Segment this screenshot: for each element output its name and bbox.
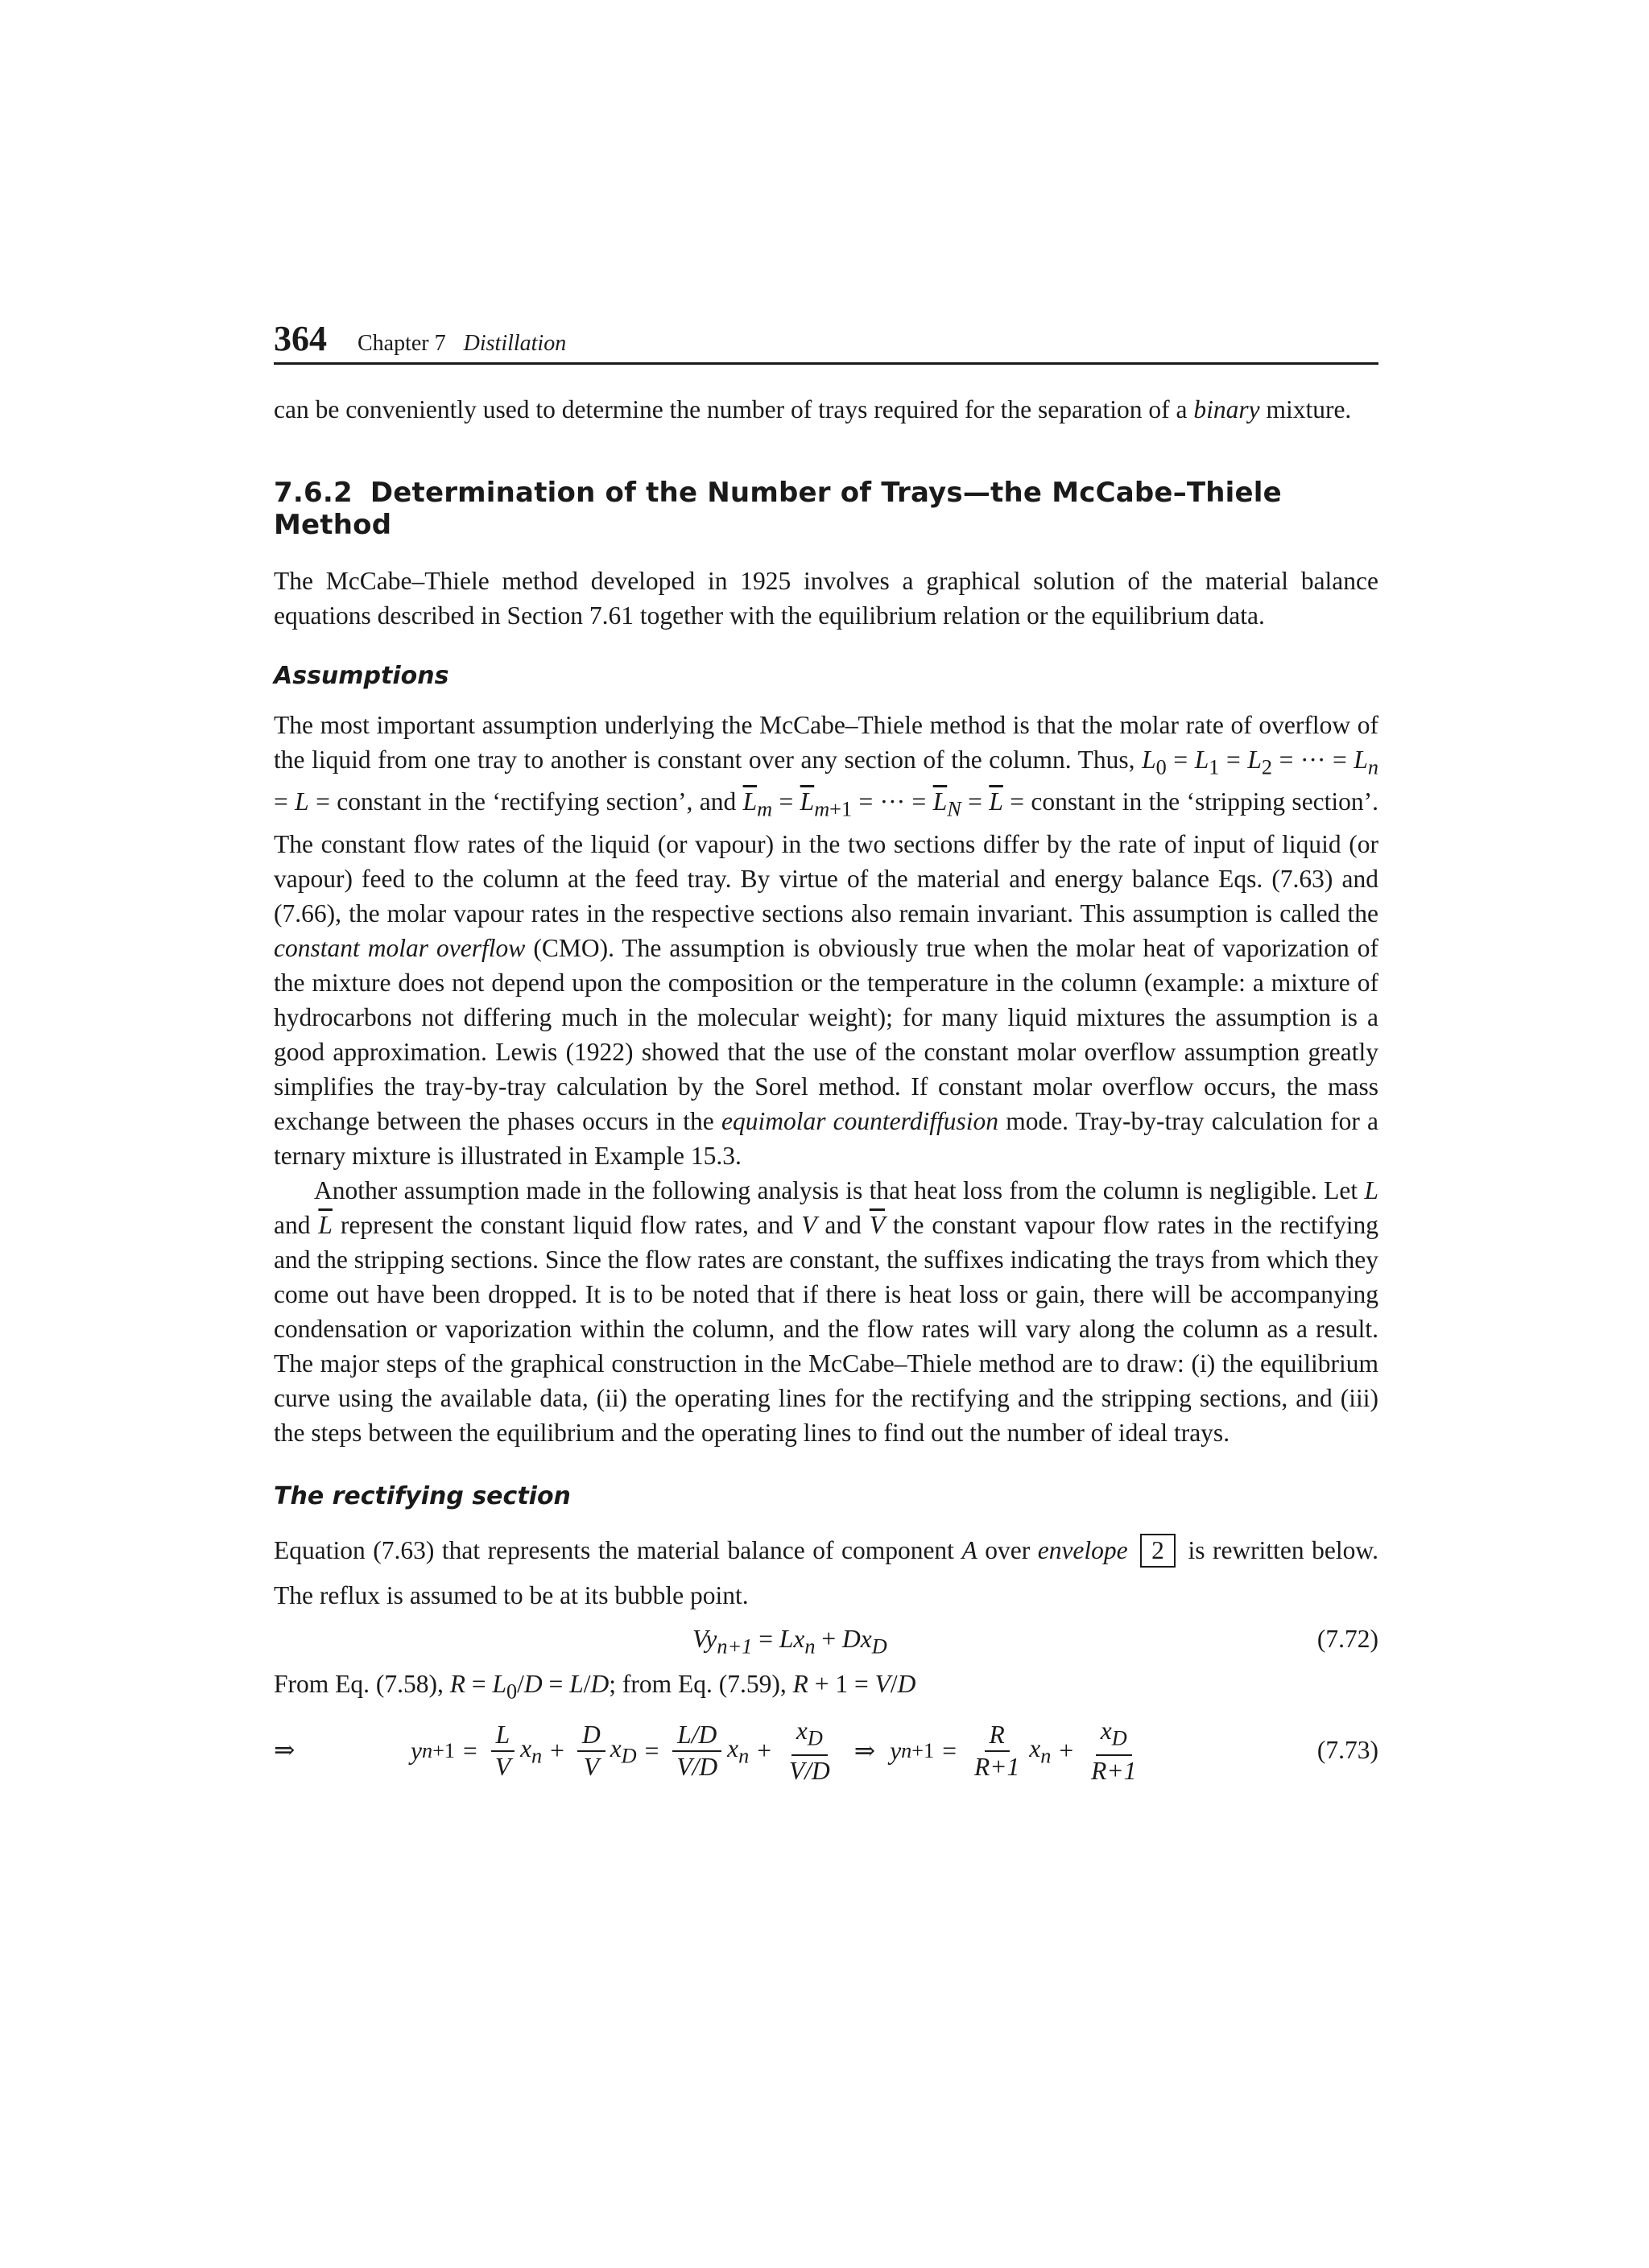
rectifying-text-after: is rewritten below. The reflux is assumed to be at its bubble point. <box>274 1535 1378 1609</box>
page <box>274 318 1378 1795</box>
page-number: 364 <box>274 319 327 358</box>
implies-symbol: ⇒ <box>274 1735 295 1764</box>
section-heading <box>274 477 1378 541</box>
chapter-label: Chapter 7 <box>357 331 446 356</box>
running-head <box>274 318 1378 365</box>
assumptions-paragraph-2: Another assumption made in the following analysis is that heat loss from the column is negligible. Let L and $\overline{L}$ represent the constant liquid flow rates, and V and $\overline{V}$ the constant vapour flow rates in the rectifying and the stripping sections. Since the flow rates are constant, the suffixes indicating the trays from which they come out have been dropped. It is to be noted that if there is heat loss or gain, there will be accompanying condensation or vaporization within the column, and the flow rates will vary along the column as a result. The major steps of the graphical construction in the McCabe–Thiele method are to draw: (i) the equilibrium curve using the available data, (ii) the operating lines for the rectifying and the stripping sections, and (iii) the steps between the equilibrium and the operating lines to find out the number of ideal trays. <box>274 1175 1378 1447</box>
section-number: 7.6.2 <box>274 477 353 509</box>
equation-7-73-body: y n+1 = $\frac{L}{V}$ $x_n$ + $\frac{D}{V}$ $x_D$ = $\frac{L/D}{V/D}$ $x_n$ + $\frac{x_D}{V/D}$ ⇒ y n+1 = $\frac{R}{R+1}$ $x_n$ + $\frac{x_D}{R+1}$ <box>411 1716 1137 1785</box>
section-paragraph: The McCabe–Thiele method developed in 1925 involves a graphical solution of the material balance equations described in Section 7.61 together with the equilibrium relation or the equilibrium data. <box>274 567 1378 630</box>
rectifying-heading: The rectifying section <box>274 1481 571 1510</box>
equation-7-72-number: (7.72) <box>1316 1624 1378 1653</box>
equation-7-73 <box>274 1715 1378 1795</box>
equation-7-73-number: (7.73) <box>1316 1735 1378 1764</box>
intro-paragraph: can be conveniently used to determine the number of trays required for the separation of a binary mixture. <box>274 395 1352 423</box>
envelope-box: 2 <box>1140 1534 1176 1568</box>
assumptions-paragraph-1: The most important assumption underlying the McCabe–Thiele method is that the molar rate of overflow of the liquid from one tray to another is constant over any section of the column. Thus, $L_0 = L_1 = L_2$ = ··· = $L_n = L$ = constant in the ‘rectifying section’, and $\overline{L}_m = \overline{L}_{m+1}$ = ··· = $\overline{L}_N = \overline{L}$ = constant in the ‘stripping section’. The constant flow rates of the liquid (or vapour) in the two sections differ by the rate of input of liquid (or vapour) feed to the column at the feed tray. By virtue of the material and energy balance Eqs. (7.63) and (7.66), the molar vapour rates in the respective sections also remain invariant. This assumption is called the constant molar overflow (CMO). The assumption is obviously true when the molar heat of vaporization of the mixture does not depend upon the composition or the temperature in the column (example: a mixture of hydrocarbons not differing much in the molecular weight); for many liquid mixtures the assumption is a good approximation. Lewis (1922) showed that the use of the constant molar overflow assumption greatly simplifies the tray-by-tray calculation by the Sorel method. If constant molar overflow occurs, the mass exchange between the phases occurs in the equimolar counterdiffusion mode. Tray-by-tray calculation for a ternary mixture is illustrated in Example 15.3. <box>274 711 1379 1170</box>
section-title: Determination of the Number of Trays—the McCabe–Thiele Method <box>274 477 1282 541</box>
chapter-title: Distillation <box>463 331 567 356</box>
rectifying-paragraph <box>274 1528 1378 1618</box>
rectifying-text-before: Equation (7.63) that represents the material balance of component A over envelope <box>274 1535 1128 1564</box>
equation-7-72 <box>274 1618 1378 1663</box>
assumptions-heading: Assumptions <box>274 662 449 690</box>
equation-7-72-body: $Vy_{n+1} = Lx_n + Dx_D$ <box>692 1624 887 1658</box>
from-line: From Eq. (7.58), $R = L_0/D = L/D$; from Eq. (7.59), R + 1 = V/D <box>274 1669 916 1703</box>
